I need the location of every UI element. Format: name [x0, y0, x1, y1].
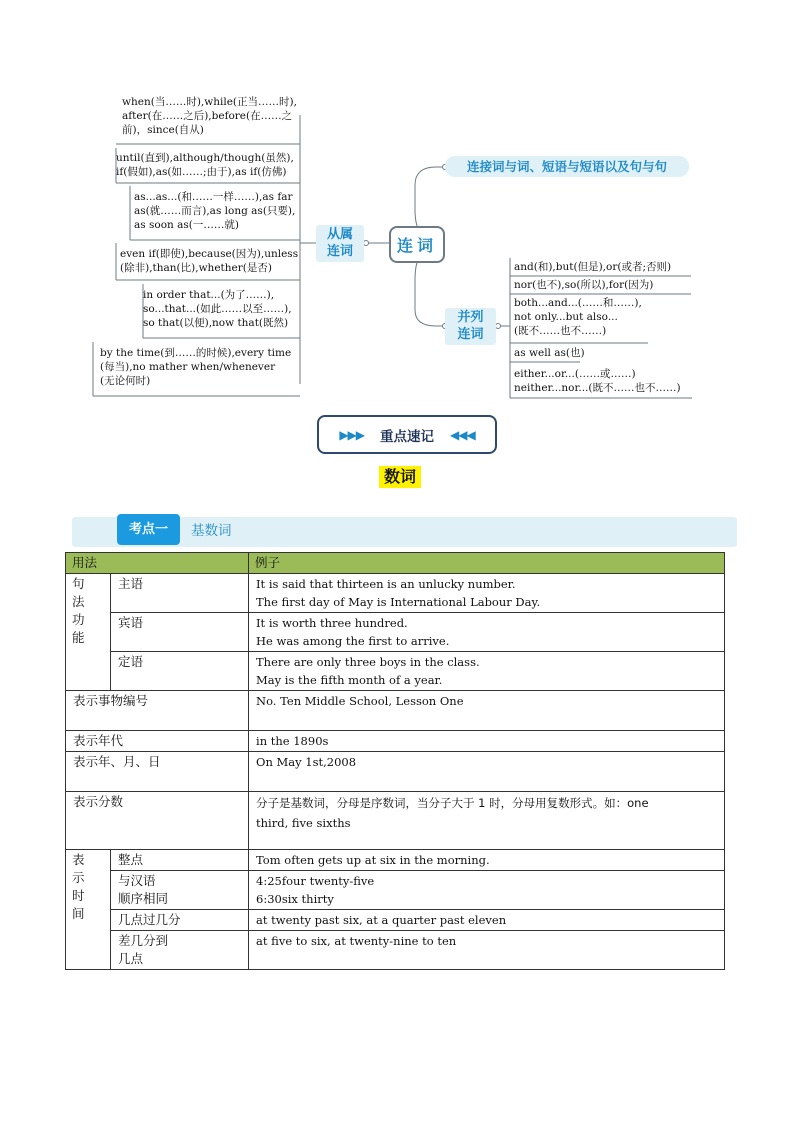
usage-cell: 表示分数: [66, 792, 249, 850]
coordinate-group-3: [514, 296, 642, 338]
header-usage: 用法: [66, 553, 249, 574]
example-line: It is worth three hundred.: [256, 616, 408, 630]
group-line: nor(也不),so(所以),for(因为): [514, 279, 654, 291]
group-line: by the time(到……的时候),every time: [100, 347, 292, 359]
group-line: neither...nor...(既不……也不……): [514, 382, 681, 394]
example-cell: at twenty past six, at a quarter past eleven: [249, 910, 725, 931]
example-line: 4:25four twenty-five: [256, 874, 375, 888]
section-title: 数词: [379, 466, 421, 488]
usage-cell: 表示事物编号: [66, 691, 249, 731]
example-line: He was among the first to arrive.: [256, 634, 450, 648]
group-line: as(就……而言),as long as(只要),: [134, 205, 296, 217]
table-row: [66, 871, 725, 910]
group-line: and(和),but(但是),or(或者;否则): [514, 261, 672, 273]
role-line: 顺序相同: [118, 891, 169, 906]
group-line: so...that...(如此……以至……),: [143, 303, 292, 315]
table-row: [66, 652, 725, 691]
coordinate-conjunction-node: [445, 308, 496, 345]
usage-cell: 表示年代: [66, 731, 249, 752]
coordinate-group-1: [514, 260, 671, 274]
group-line: as well as(也): [514, 347, 585, 359]
group-line: (既不……也不……): [514, 325, 607, 337]
example-line: third, five sixths: [256, 816, 351, 830]
label-char: 示: [72, 870, 85, 885]
subordinate-group-5: [143, 288, 292, 330]
group-line: (每当),no mather when/whenever: [100, 361, 276, 373]
example-cell: [249, 871, 725, 910]
subordinate-label: 从属连词: [326, 227, 353, 259]
table-row: [66, 792, 725, 850]
example-cell: [249, 574, 725, 613]
label-char: 时: [72, 888, 85, 903]
subordinate-group-1: [122, 95, 297, 137]
example-cell: Tom often gets up at six in the morning.: [249, 850, 725, 871]
role-cell: [111, 871, 249, 910]
label-char: 句: [72, 576, 85, 591]
group-line: if(假如),as(如……;由于),as if(仿佛): [116, 166, 287, 178]
example-line: 6:30six thirty: [256, 892, 334, 906]
coordinate-group-2: [514, 278, 653, 292]
header-example: 例子: [249, 553, 725, 574]
table-row: [66, 931, 725, 970]
group-line: as...as...(和……一样……),as far: [134, 191, 293, 203]
example-cell: [249, 652, 725, 691]
group-line: (除非),than(比),whether(是否): [120, 262, 272, 274]
group-line: until(直到),although/though(虽然),: [116, 152, 294, 164]
label-char: 功: [72, 612, 85, 627]
group-line: 前)，since(自从): [122, 124, 204, 136]
example-line: May is the fifth month of a year.: [256, 673, 443, 687]
role-line: 几点: [118, 951, 144, 966]
role-line: 与汉语: [118, 873, 156, 888]
group-line: when(当……时),while(正当……时),: [122, 96, 297, 108]
banner-label: 重点速记: [380, 428, 434, 445]
role-cell: 整点: [111, 850, 249, 871]
subordinate-group-3: [134, 190, 295, 232]
example-line: 分子是基数词，分母是序数词，当分子大于 1 时，分母用复数形式。如：one: [256, 796, 649, 810]
example-cell: at five to six, at twenty-nine to ten: [249, 931, 725, 970]
example-line: It is said that thirteen is an unlucky number.: [256, 577, 516, 591]
group-line: as soon as(一……就): [134, 219, 239, 231]
group-line: (无论何时): [100, 375, 151, 387]
group-line: either...or...(……或……): [514, 368, 636, 380]
table-header-row: [66, 553, 725, 574]
coordinate-group-5: [514, 367, 681, 395]
kaodian-tag: 考点一: [117, 514, 180, 545]
example-cell: On May 1st,2008: [249, 752, 725, 792]
usage-cell: 表示年、月、日: [66, 752, 249, 792]
syntax-function-label: [66, 574, 111, 691]
triple-arrow-right-icon: ▶▶▶: [339, 427, 364, 442]
conjunction-mindmap: [0, 0, 794, 410]
role-cell: 几点过几分: [111, 910, 249, 931]
coordinate-group-4: [514, 346, 585, 360]
table-row: [66, 613, 725, 652]
table-row: [66, 574, 725, 613]
function-pill: 连接词与词、短语与短语以及句与句: [445, 156, 689, 177]
group-line: not only...but also...: [514, 311, 618, 323]
role-cell: 主语: [111, 574, 249, 613]
subordinate-group-2: [116, 151, 294, 179]
subordinate-group-6: [100, 346, 291, 388]
triple-arrow-left-icon: ◀◀◀: [450, 427, 475, 442]
table-row: [66, 691, 725, 731]
label-char: 法: [72, 594, 85, 609]
role-cell: [111, 931, 249, 970]
group-line: even if(即使),because(因为),unless: [120, 248, 299, 260]
role-line: 差几分到: [118, 933, 169, 948]
example-cell: in the 1890s: [249, 731, 725, 752]
table-row: [66, 910, 725, 931]
example-cell: [249, 613, 725, 652]
group-line: after(在……之后),before(在……之: [122, 110, 293, 122]
subordinate-conjunction-node: [316, 225, 364, 262]
group-line: so that(以便),now that(既然): [143, 317, 289, 329]
table-row: [66, 752, 725, 792]
subordinate-group-4: [120, 247, 298, 275]
mindmap-center-node: 连词: [389, 226, 445, 263]
example-cell: [249, 792, 725, 850]
group-line: in order that...(为了……),: [143, 289, 275, 301]
kaodian-title: 基数词: [191, 523, 232, 539]
role-cell: 定语: [111, 652, 249, 691]
label-char: 表: [72, 852, 85, 867]
time-label: [66, 850, 111, 970]
label-char: 能: [72, 630, 85, 645]
table-row: [66, 850, 725, 871]
role-cell: 宾语: [111, 613, 249, 652]
group-line: both...and...(……和……),: [514, 297, 642, 309]
key-points-banner: [317, 415, 497, 454]
example-cell: No. Ten Middle School, Lesson One: [249, 691, 725, 731]
example-line: The first day of May is International Labour Day.: [256, 595, 541, 609]
table-row: [66, 731, 725, 752]
example-line: There are only three boys in the class.: [256, 655, 480, 669]
coordinate-label: 并列连词: [457, 310, 484, 342]
label-char: 间: [72, 906, 85, 921]
cardinal-number-table: [65, 552, 725, 970]
